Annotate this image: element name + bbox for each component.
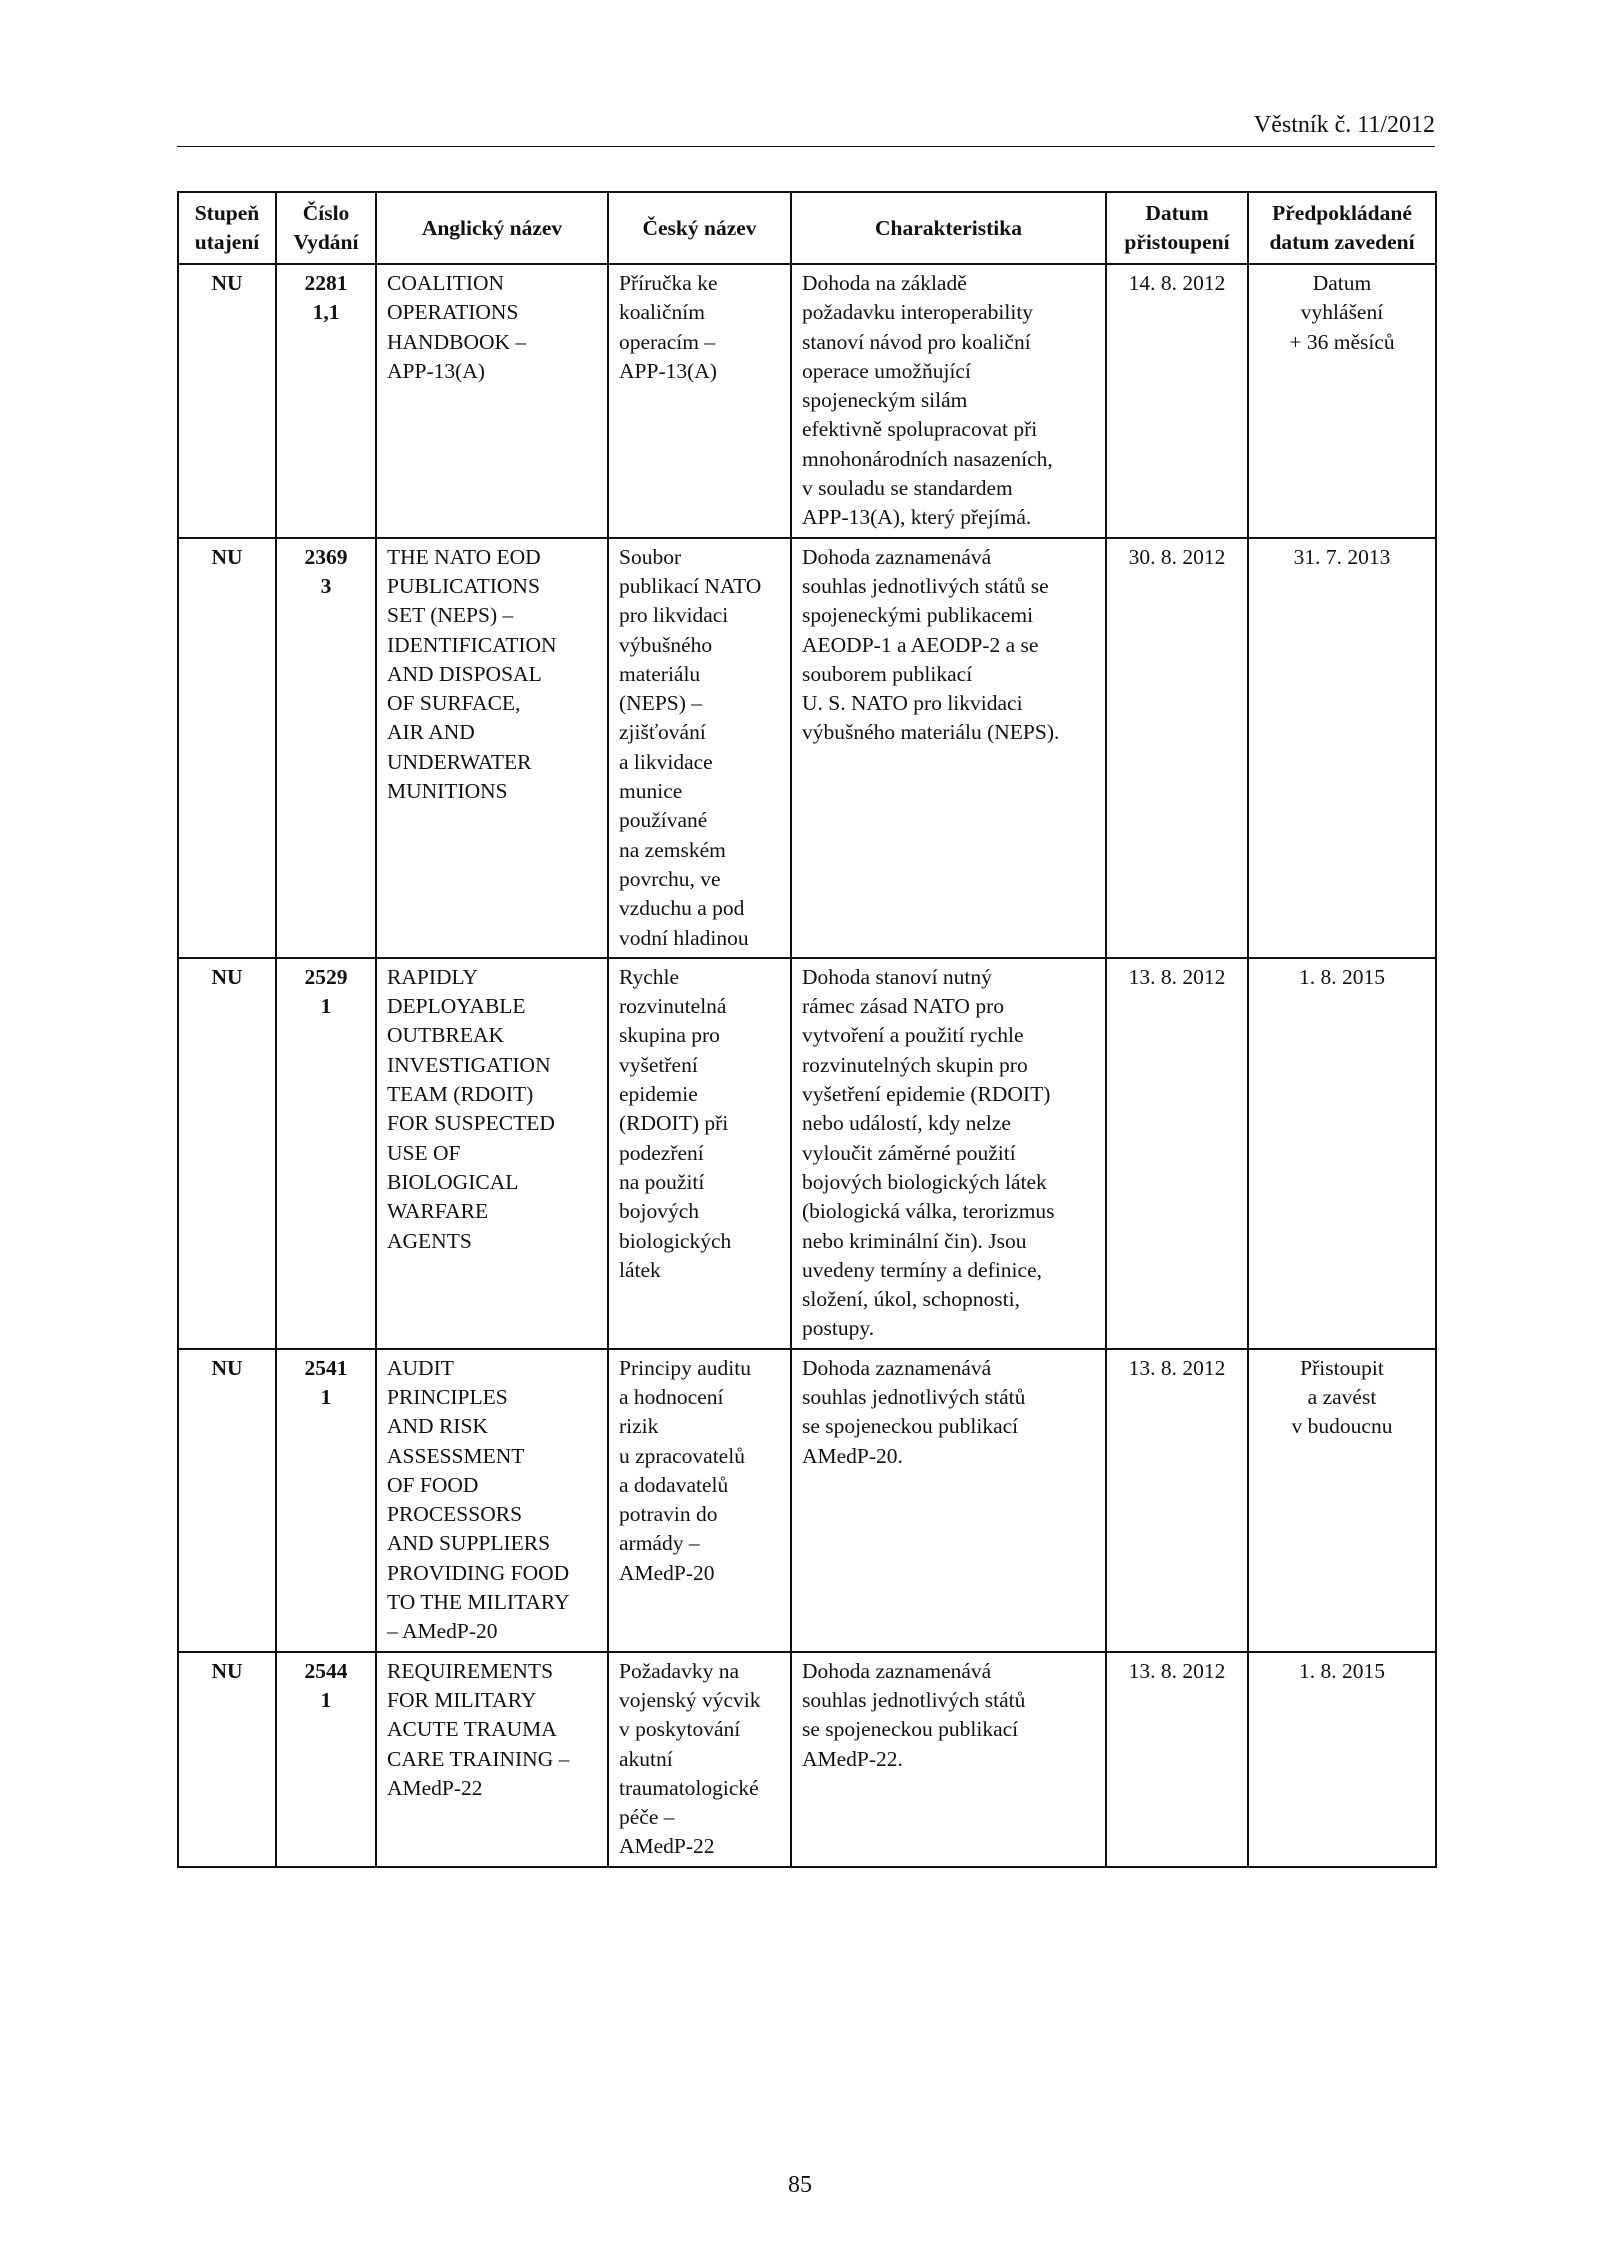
cell-text-line: (NEPS) – xyxy=(619,691,703,716)
cell-text-line: 31. 7. 2013 xyxy=(1293,544,1391,569)
cell-stupen xyxy=(178,958,276,1349)
cell-text-line: materiálu xyxy=(619,661,701,686)
cell-text-line: AND SUPPLIERS xyxy=(387,1531,551,1556)
header-text-line: přistoupení xyxy=(1124,230,1230,254)
cell-text-line: AEODP-1 a AEODP-2 a se xyxy=(802,632,1039,657)
cell-text-line: RAPIDLY xyxy=(387,964,479,989)
cell-text-line: INVESTIGATION xyxy=(387,1052,551,1077)
cell-text-line: UNDERWATER xyxy=(387,749,532,774)
cell-text-line: podezření xyxy=(619,1140,704,1165)
cell-text-line: vytvoření a použití rychle xyxy=(802,1023,1024,1048)
cell-text-line: (biologická válka, terorizmus xyxy=(802,1199,1055,1224)
col-datum-zavedeni-header xyxy=(1248,192,1436,264)
cell-text-line: v souladu se standardem xyxy=(802,476,1013,501)
cell-text-line: PROVIDING FOOD xyxy=(387,1560,570,1585)
col-datum-pristoupeni-header xyxy=(1106,192,1248,264)
cell-text-line: vyšetření epidemie (RDOIT) xyxy=(802,1082,1051,1107)
cell-text-line: publikací NATO xyxy=(619,573,762,598)
journal-title: Věstník č. 11/2012 xyxy=(1253,112,1435,138)
cell-text-line: 1. 8. 2015 xyxy=(1299,964,1385,989)
cell-text-line: složení, úkol, schopnosti, xyxy=(802,1287,1020,1312)
cell-text-line: operacím – xyxy=(619,329,716,354)
cell-text-line: PROCESSORS xyxy=(387,1502,523,1527)
col-cesky-nazev-header xyxy=(608,192,791,264)
col-charakteristika-header xyxy=(791,192,1106,264)
cell-text-line: 1. 8. 2015 xyxy=(1299,1658,1385,1683)
cell-text-line: + 36 měsíců xyxy=(1289,329,1395,354)
cell-text-line: NU xyxy=(211,1355,243,1380)
cell-text-line: a zavést xyxy=(1307,1384,1377,1409)
cell-text-line: PUBLICATIONS xyxy=(387,573,540,598)
cell-text-line: – AMedP-20 xyxy=(387,1619,498,1644)
cell-anglicky-nazev xyxy=(376,264,608,538)
cell-text-line: Dohoda stanoví nutný xyxy=(802,964,992,989)
cell-text-line: Přistoupit xyxy=(1300,1355,1384,1380)
table-row xyxy=(178,958,1436,1349)
cell-text-line: CARE TRAINING – xyxy=(387,1746,570,1771)
cell-text-line: DEPLOYABLE xyxy=(387,994,526,1019)
cell-text-line: požadavku interoperability xyxy=(802,300,1034,325)
cell-text-line: postupy. xyxy=(802,1316,875,1341)
cell-text-line: AUDIT xyxy=(387,1355,454,1380)
cell-datum-pristoupeni xyxy=(1106,1652,1248,1867)
cell-text-line: vojenský výcvik xyxy=(619,1687,761,1712)
table-row xyxy=(178,264,1436,538)
cell-text-line: epidemie xyxy=(619,1082,698,1107)
table-row xyxy=(178,1349,1436,1652)
cell-datum-pristoupeni xyxy=(1106,264,1248,538)
cell-text-line: AND RISK xyxy=(387,1414,488,1439)
cell-text-line: v budoucnu xyxy=(1291,1414,1393,1439)
cell-text-line: U. S. NATO pro likvidaci xyxy=(802,691,1023,716)
cell-text-line: 2544 xyxy=(304,1658,348,1683)
cell-text-line: 1 xyxy=(320,1687,332,1712)
cell-text-line: ACUTE TRAUMA xyxy=(387,1717,557,1742)
cell-cesky-nazev xyxy=(608,958,791,1349)
cell-text-line: AMedP-22 xyxy=(619,1834,715,1859)
cell-text-line: TEAM (RDOIT) xyxy=(387,1082,534,1107)
cell-text-line: Dohoda zaznamenává xyxy=(802,544,992,569)
cell-text-line: armády – xyxy=(619,1531,700,1556)
page-number: 85 xyxy=(788,2172,812,2198)
cell-text-line: 2281 xyxy=(304,271,348,295)
cell-text-line: Dohoda zaznamenává xyxy=(802,1355,992,1380)
cell-stupen xyxy=(178,1349,276,1652)
cell-text-line: 13. 8. 2012 xyxy=(1128,1355,1226,1380)
cell-text-line: na zemském xyxy=(619,837,726,862)
cell-datum-pristoupeni xyxy=(1106,1349,1248,1652)
col-anglicky-nazev-header xyxy=(376,192,608,264)
table-row xyxy=(178,1652,1436,1867)
cell-text-line: výbušného materiálu (NEPS). xyxy=(802,720,1060,745)
cell-text-line: a hodnocení xyxy=(619,1384,724,1409)
cell-text-line: potravin do xyxy=(619,1502,718,1527)
cell-text-line: munice xyxy=(619,779,683,804)
cell-text-line: pro likvidaci xyxy=(619,603,729,628)
cell-anglicky-nazev xyxy=(376,538,608,958)
cell-text-line: vzduchu a pod xyxy=(619,896,745,921)
cell-text-line: 13. 8. 2012 xyxy=(1128,1658,1226,1683)
cell-charakteristika xyxy=(791,538,1106,958)
cell-text-line: vyloučit záměrné použití xyxy=(802,1140,1016,1165)
cell-text-line: souhlas jednotlivých států xyxy=(802,1384,1026,1409)
cell-cislo xyxy=(276,538,376,958)
cell-text-line: AMedP-22. xyxy=(802,1746,903,1771)
cell-text-line: USE OF xyxy=(387,1140,461,1165)
cell-datum-zavedeni xyxy=(1248,958,1436,1349)
cell-text-line: 30. 8. 2012 xyxy=(1128,544,1226,569)
cell-text-line: NU xyxy=(211,1658,243,1683)
cell-text-line: spojeneckým silám xyxy=(802,388,968,413)
cell-text-line: používané xyxy=(619,808,708,833)
cell-text-line: TO THE MILITARY xyxy=(387,1590,570,1615)
cell-text-line: HANDBOOK – xyxy=(387,329,527,354)
cell-text-line: REQUIREMENTS xyxy=(387,1658,554,1683)
cell-charakteristika xyxy=(791,958,1106,1349)
cell-stupen xyxy=(178,538,276,958)
cell-datum-pristoupeni xyxy=(1106,958,1248,1349)
cell-cesky-nazev xyxy=(608,1652,791,1867)
header-text-line: Anglický název xyxy=(421,215,563,240)
header-text-line: Stupeň xyxy=(194,201,260,225)
cell-text-line: mnohonárodních nasazeních, xyxy=(802,446,1053,471)
cell-text-line: uvedeny termíny a definice, xyxy=(802,1257,1042,1282)
cell-text-line: NU xyxy=(211,544,243,569)
cell-text-line: 2529 xyxy=(304,964,348,989)
cell-text-line: traumatologické xyxy=(619,1775,759,1800)
cell-text-line: rizik xyxy=(619,1414,659,1439)
cell-text-line: IDENTIFICATION xyxy=(387,632,557,657)
cell-text-line: FOR MILITARY xyxy=(387,1687,537,1712)
cell-cislo xyxy=(276,958,376,1349)
cell-text-line: Principy auditu xyxy=(619,1355,751,1380)
cell-text-line: AMedP-22 xyxy=(387,1775,483,1800)
cell-text-line: stanoví návod pro koaliční xyxy=(802,329,1031,354)
cell-text-line: rozvinutelných skupin pro xyxy=(802,1052,1028,1077)
cell-text-line: Dohoda na základě xyxy=(802,271,967,295)
header-text-line: Předpokládané xyxy=(1272,201,1412,225)
cell-text-line: APP-13(A) xyxy=(387,358,485,383)
header-text-line: Český název xyxy=(642,215,757,240)
cell-text-line: Datum xyxy=(1312,271,1372,295)
cell-text-line: 3 xyxy=(320,573,332,598)
cell-text-line: u zpracovatelů xyxy=(619,1443,745,1468)
cell-text-line: 1,1 xyxy=(312,300,340,325)
cell-text-line: 2369 xyxy=(304,544,348,569)
cell-text-line: Rychle xyxy=(619,964,680,989)
cell-text-line: 1 xyxy=(320,1384,332,1409)
cell-text-line: OF SURFACE, xyxy=(387,691,521,716)
cell-text-line: souhlas jednotlivých států se xyxy=(802,573,1049,598)
cell-datum-zavedeni xyxy=(1248,538,1436,958)
cell-text-line: spojeneckými publikacemi xyxy=(802,603,1034,628)
cell-text-line: AIR AND xyxy=(387,720,475,745)
cell-text-line: OUTBREAK xyxy=(387,1023,505,1048)
cell-cislo xyxy=(276,1652,376,1867)
cell-cesky-nazev xyxy=(608,264,791,538)
table-body xyxy=(178,264,1436,1867)
cell-datum-pristoupeni xyxy=(1106,538,1248,958)
cell-text-line: OF FOOD xyxy=(387,1472,479,1497)
cell-text-line: APP-13(A), který přejímá. xyxy=(802,505,1032,530)
cell-text-line: 14. 8. 2012 xyxy=(1128,271,1226,295)
cell-text-line: výbušného xyxy=(619,632,713,657)
cell-text-line: v poskytování xyxy=(619,1717,741,1742)
cell-text-line: MUNITIONS xyxy=(387,779,508,804)
cell-text-line: zjišťování xyxy=(619,720,706,745)
cell-text-line: Příručka ke xyxy=(619,271,718,295)
cell-text-line: bojových biologických látek xyxy=(802,1169,1047,1194)
page-header xyxy=(177,108,1435,147)
header-text-line: Datum xyxy=(1145,201,1209,225)
cell-text-line: bojových xyxy=(619,1199,700,1224)
cell-text-line: akutní xyxy=(619,1746,673,1771)
cell-text-line: skupina pro xyxy=(619,1023,720,1048)
cell-text-line: a likvidace xyxy=(619,749,713,774)
header-text-line: Charakteristika xyxy=(875,215,1022,240)
cell-text-line: AGENTS xyxy=(387,1228,472,1253)
cell-text-line: látek xyxy=(619,1257,661,1282)
cell-text-line: THE NATO EOD xyxy=(387,544,541,569)
cell-text-line: BIOLOGICAL xyxy=(387,1169,519,1194)
cell-text-line: rozvinutelná xyxy=(619,994,727,1019)
cell-cesky-nazev xyxy=(608,538,791,958)
cell-text-line: Soubor xyxy=(619,544,682,569)
table-header-row xyxy=(178,192,1436,264)
cell-text-line: rámec zásad NATO pro xyxy=(802,994,1004,1019)
cell-text-line: Dohoda zaznamenává xyxy=(802,1658,992,1683)
cell-stupen xyxy=(178,264,276,538)
cell-text-line: (RDOIT) při xyxy=(619,1111,729,1136)
cell-charakteristika xyxy=(791,1652,1106,1867)
cell-text-line: souhlas jednotlivých států xyxy=(802,1687,1026,1712)
cell-text-line: operace umožňující xyxy=(802,358,971,383)
cell-text-line: nebo událostí, kdy nelze xyxy=(802,1111,1011,1136)
cell-datum-zavedeni xyxy=(1248,1652,1436,1867)
cell-text-line: AMedP-20 xyxy=(619,1560,715,1585)
cell-datum-zavedeni xyxy=(1248,1349,1436,1652)
cell-text-line: vyhlášení xyxy=(1300,300,1384,325)
cell-text-line: COALITION xyxy=(387,271,505,295)
cell-text-line: 1 xyxy=(320,994,332,1019)
cell-cesky-nazev xyxy=(608,1349,791,1652)
cell-cislo xyxy=(276,1349,376,1652)
header-text-line: Číslo xyxy=(302,201,350,225)
cell-text-line: ASSESSMENT xyxy=(387,1443,525,1468)
cell-text-line: PRINCIPLES xyxy=(387,1384,508,1409)
cell-text-line: Požadavky na xyxy=(619,1658,740,1683)
cell-datum-zavedeni xyxy=(1248,264,1436,538)
col-cislo-vydani-header xyxy=(276,192,376,264)
cell-text-line: WARFARE xyxy=(387,1199,489,1224)
cell-text-line: vyšetření xyxy=(619,1052,698,1077)
col-stupen-utajeni-header xyxy=(178,192,276,264)
header-text-line: utajení xyxy=(194,230,260,254)
cell-text-line: souborem publikací xyxy=(802,661,973,686)
cell-text-line: efektivně spolupracovat při xyxy=(802,417,1038,442)
cell-text-line: AMedP-20. xyxy=(802,1443,903,1468)
cell-text-line: na použití xyxy=(619,1169,705,1194)
cell-text-line: NU xyxy=(211,964,243,989)
cell-text-line: biologických xyxy=(619,1228,732,1253)
cell-text-line: se spojeneckou publikací xyxy=(802,1717,1019,1742)
cell-anglicky-nazev xyxy=(376,1652,608,1867)
cell-cislo xyxy=(276,264,376,538)
cell-charakteristika xyxy=(791,264,1106,538)
cell-text-line: koaličním xyxy=(619,300,705,325)
cell-stupen xyxy=(178,1652,276,1867)
cell-text-line: nebo kriminální čin). Jsou xyxy=(802,1228,1027,1253)
cell-anglicky-nazev xyxy=(376,1349,608,1652)
cell-text-line: APP-13(A) xyxy=(619,358,717,383)
header-text-line: Vydání xyxy=(293,230,359,254)
cell-text-line: 13. 8. 2012 xyxy=(1128,964,1226,989)
cell-text-line: FOR SUSPECTED xyxy=(387,1111,555,1136)
cell-text-line: 2541 xyxy=(304,1355,348,1380)
cell-text-line: OPERATIONS xyxy=(387,300,519,325)
cell-text-line: NU xyxy=(211,271,243,295)
standards-table xyxy=(177,191,1437,1868)
cell-text-line: vodní hladinou xyxy=(619,925,749,950)
cell-text-line: povrchu, ve xyxy=(619,866,721,891)
cell-text-line: péče – xyxy=(619,1805,675,1830)
cell-text-line: SET (NEPS) – xyxy=(387,603,514,628)
cell-charakteristika xyxy=(791,1349,1106,1652)
cell-text-line: a dodavatelů xyxy=(619,1472,729,1497)
cell-text-line: se spojeneckou publikací xyxy=(802,1414,1019,1439)
table-row xyxy=(178,538,1436,958)
cell-text-line: AND DISPOSAL xyxy=(387,661,542,686)
cell-anglicky-nazev xyxy=(376,958,608,1349)
header-text-line: datum zavedení xyxy=(1269,230,1415,254)
